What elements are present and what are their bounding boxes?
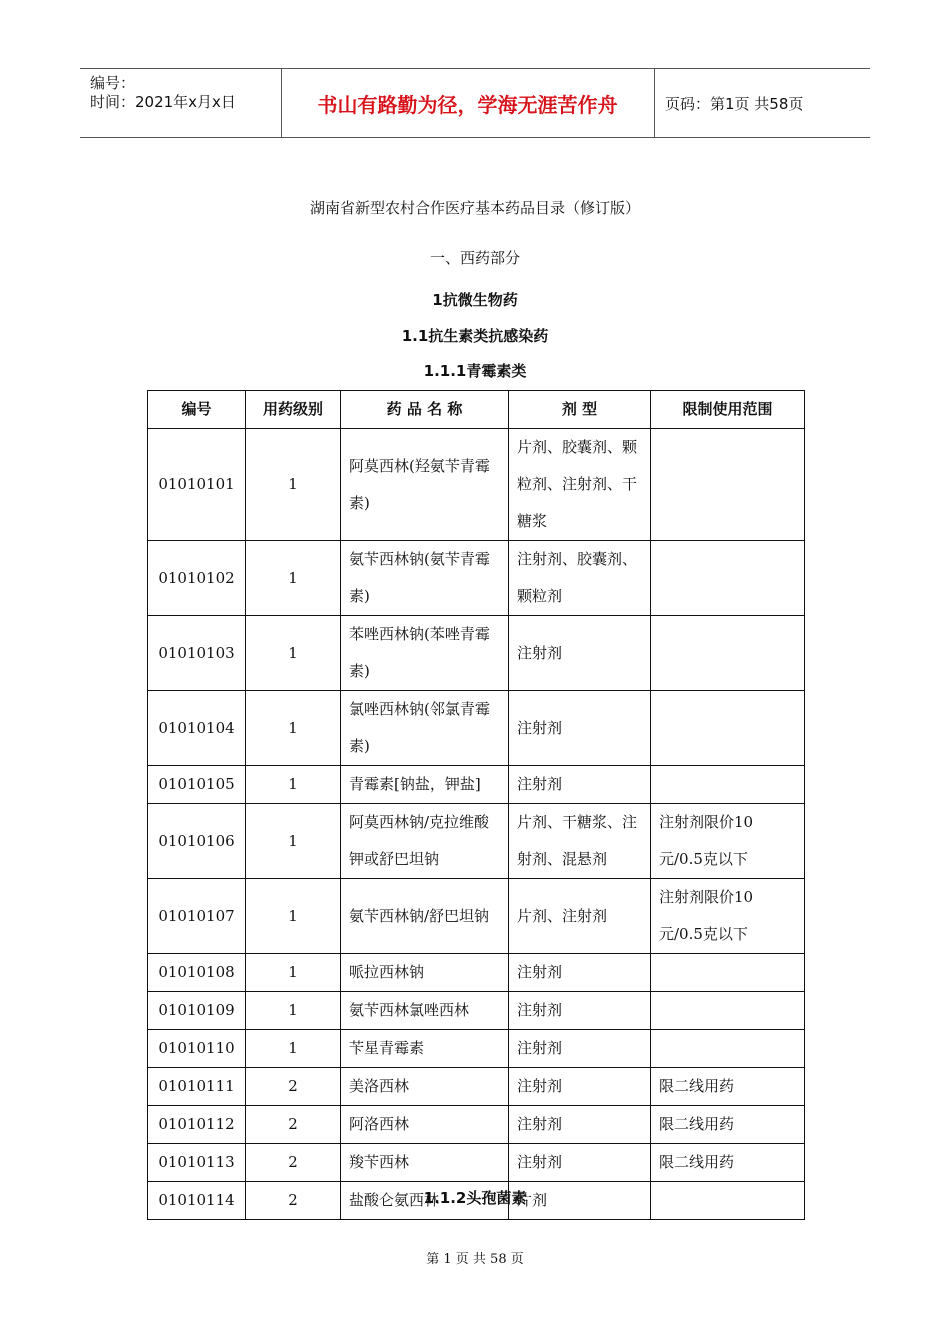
table-row [148, 1106, 805, 1144]
subsubsection-heading: 1.1.1青霉素类 [423, 362, 527, 380]
cell-form: 注射剂 [509, 1144, 651, 1182]
col-header-limit: 限制使用范围 [651, 391, 805, 429]
cell-code: 01010109 [148, 992, 246, 1030]
number-label: 编号： [90, 74, 136, 92]
header-meta [80, 69, 282, 137]
page-footer: 第 1 页 共 58 页 [426, 1252, 524, 1267]
cell-code: 01010110 [148, 1030, 246, 1068]
cell-name: 盐酸仑氨西林 [341, 1182, 509, 1220]
cell-name: 氨苄西林氯唑西林 [341, 992, 509, 1030]
cell-name: 美洛西林 [341, 1068, 509, 1106]
table-row [148, 1144, 805, 1182]
table-row [148, 766, 805, 804]
cell-level: 1 [246, 992, 341, 1030]
cell-name: 阿莫西林(羟氨苄青霉素) [341, 429, 509, 541]
cell-form: 片剂 [509, 1182, 651, 1220]
table-row [148, 992, 805, 1030]
cell-name: 氨苄西林钠(氨苄青霉素) [341, 541, 509, 616]
cell-code: 01010113 [148, 1144, 246, 1182]
cell-form: 注射剂 [509, 766, 651, 804]
cell-limit: 限二线用药 [651, 1144, 805, 1182]
cell-level: 1 [246, 1030, 341, 1068]
cell-form: 注射剂 [509, 691, 651, 766]
header-page-info: 页码：第1页 共58页 [665, 94, 804, 113]
cell-code: 01010114 [148, 1182, 246, 1220]
cell-level: 1 [246, 429, 341, 541]
cell-name: 阿莫西林钠/克拉维酸钾或舒巴坦钠 [341, 804, 509, 879]
cell-limit: 注射剂限价10元/0.5克以下 [651, 879, 805, 954]
col-header-name: 药 品 名 称 [341, 391, 509, 429]
cell-name: 氯唑西林钠(邻氯青霉素) [341, 691, 509, 766]
cell-code: 01010112 [148, 1106, 246, 1144]
cell-code: 01010107 [148, 879, 246, 954]
cell-level: 2 [246, 1106, 341, 1144]
cell-level: 1 [246, 766, 341, 804]
cell-name: 羧苄西林 [341, 1144, 509, 1182]
cell-limit [651, 1030, 805, 1068]
cell-limit [651, 616, 805, 691]
header-motto: 书山有路勤为径，学海无涯苦作舟 [281, 69, 655, 137]
cell-name: 哌拉西林钠 [341, 954, 509, 992]
table-row [148, 691, 805, 766]
cell-level: 1 [246, 879, 341, 954]
cell-form: 注射剂 [509, 992, 651, 1030]
table-row [148, 879, 805, 954]
cell-form: 注射剂 [509, 954, 651, 992]
cell-code: 01010103 [148, 616, 246, 691]
cell-code: 01010106 [148, 804, 246, 879]
col-header-form: 剂 型 [509, 391, 651, 429]
time-label: 时间：2021年x月x日 [90, 93, 236, 111]
cell-limit [651, 954, 805, 992]
table-row [148, 804, 805, 879]
cell-limit: 注射剂限价10元/0.5克以下 [651, 804, 805, 879]
cell-limit [651, 992, 805, 1030]
subsection-heading: 1.1抗生素类抗感染药 [401, 327, 549, 345]
cell-level: 1 [246, 541, 341, 616]
page-header [80, 68, 870, 138]
cell-name: 苄星青霉素 [341, 1030, 509, 1068]
cell-level: 2 [246, 1182, 341, 1220]
table-row [148, 1030, 805, 1068]
cell-form: 注射剂、胶囊剂、颗粒剂 [509, 541, 651, 616]
cell-level: 1 [246, 954, 341, 992]
cell-limit: 限二线用药 [651, 1068, 805, 1106]
col-header-level: 用药级别 [246, 391, 341, 429]
cell-form: 注射剂 [509, 1030, 651, 1068]
cell-form: 注射剂 [509, 616, 651, 691]
cell-limit [651, 541, 805, 616]
cell-level: 1 [246, 691, 341, 766]
cell-name: 苯唑西林钠(苯唑青霉素) [341, 616, 509, 691]
section-heading: 1抗微生物药 [432, 291, 518, 309]
table-row [148, 616, 805, 691]
cell-limit: 限二线用药 [651, 1106, 805, 1144]
cell-code: 01010105 [148, 766, 246, 804]
cell-form: 片剂、注射剂 [509, 879, 651, 954]
cell-limit [651, 691, 805, 766]
cell-form: 片剂、干糖浆、注射剂、混悬剂 [509, 804, 651, 879]
cell-code: 01010102 [148, 541, 246, 616]
table-row [148, 541, 805, 616]
cell-code: 01010111 [148, 1068, 246, 1106]
cell-code: 01010101 [148, 429, 246, 541]
table-row [148, 954, 805, 992]
part-heading: 一、西药部分 [429, 249, 520, 267]
cell-form: 片剂、胶囊剂、颗粒剂、注射剂、干糖浆 [509, 429, 651, 541]
cell-level: 2 [246, 1068, 341, 1106]
cell-form: 注射剂 [509, 1068, 651, 1106]
cell-limit [651, 429, 805, 541]
cell-level: 1 [246, 804, 341, 879]
cell-code: 01010104 [148, 691, 246, 766]
cell-name: 氨苄西林钠/舒巴坦钠 [341, 879, 509, 954]
table-row [148, 429, 805, 541]
next-heading: 1.1.2头孢菌素 [423, 1189, 527, 1207]
drug-table [147, 390, 805, 1220]
cell-level: 2 [246, 1144, 341, 1182]
col-header-code: 编号 [148, 391, 246, 429]
document-title: 湖南省新型农村合作医疗基本药品目录（修订版） [309, 199, 640, 217]
cell-name: 青霉素[钠盐，钾盐] [341, 766, 509, 804]
cell-code: 01010108 [148, 954, 246, 992]
table-row [148, 1068, 805, 1106]
table-header-row [148, 391, 805, 429]
cell-form: 注射剂 [509, 1106, 651, 1144]
cell-level: 1 [246, 616, 341, 691]
cell-name: 阿洛西林 [341, 1106, 509, 1144]
cell-limit [651, 766, 805, 804]
